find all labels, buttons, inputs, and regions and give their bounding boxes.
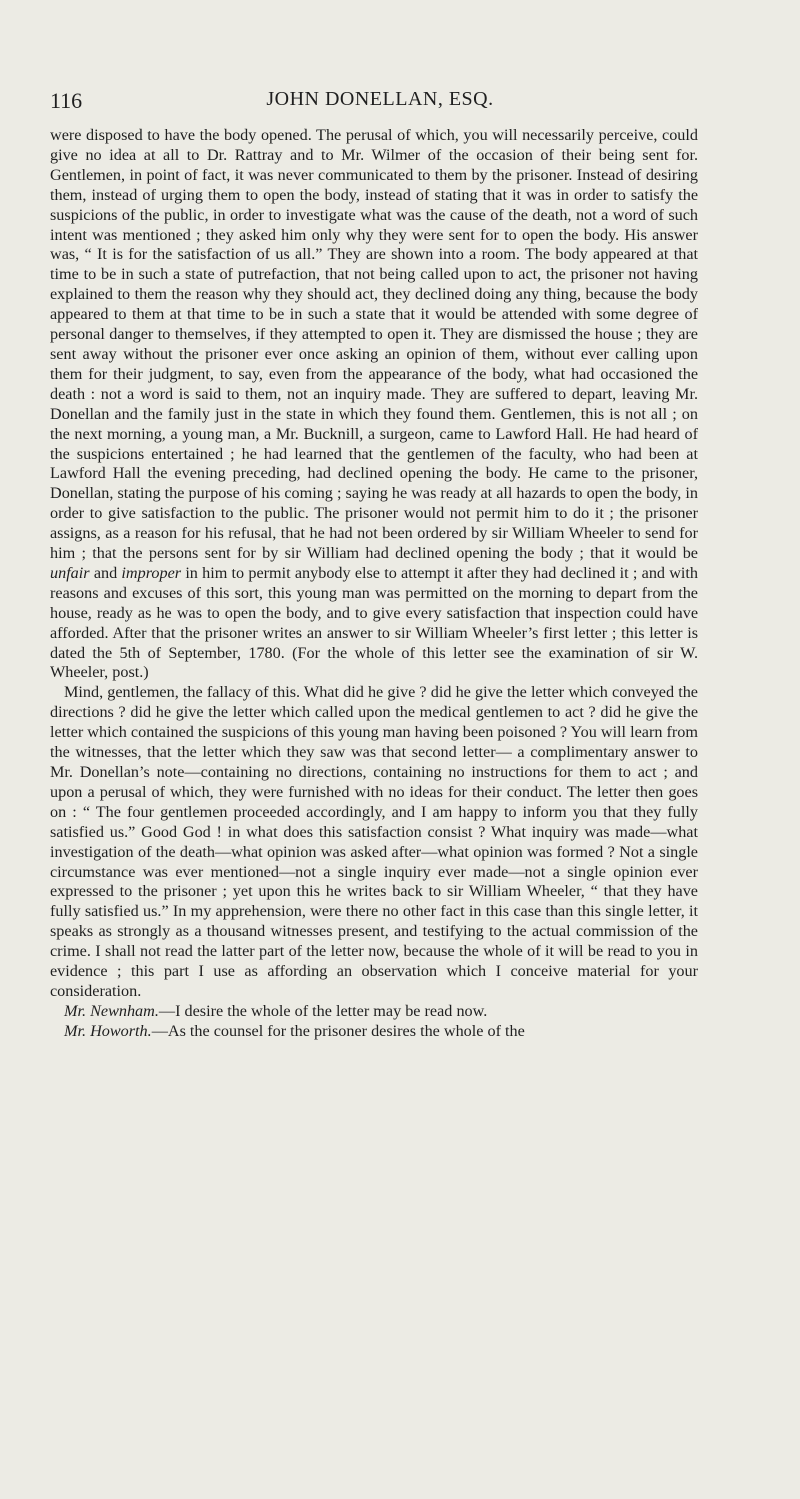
speech-newnham xyxy=(50,1002,698,1022)
page-header xyxy=(50,88,710,116)
paragraph-1-mid: and xyxy=(93,563,118,582)
page-body xyxy=(50,126,698,1042)
paragraph-1-text: were disposed to have the body opened. The perusal of which, you will necessarily perceive, could give no idea at all to Dr. Rattray and to Mr. Wilmer of the occasion of their being sent for. Gentlemen, in point of fact, it was never communicated to them by the prisoner. Instead of desiring them, instead of urging them to open the body, instead of stating that it was in order to satisfy the suspicions of the public, in order to investigate what was the cause of the death, not a word of such intent was mentioned ; they asked him only why they were sent for to open the body. His answer was, “ It is for the satisfaction of us all.” They are shown into a room. The body appeared at that time to be in such a state of putrefaction, that not being called upon to act, the prisoner not having explained to them the reason why they should act, they declined doing any thing, because the body appeared to them at that time to be in such a state that it would be attended with some degree of personal danger to themselves, if they attempted to open it. They are dismissed the house ; they are sent away without the prisoner ever once asking an opinion of them, without ever calling upon them for their judgment, to say, even from the appearance of the body, what had occasioned the death : not a word is said to them, not an inquiry made. They are suffered to depart, leaving Mr. Donellan and the family just in the state in which they found them. Gentlemen, this is not all ; on the next morning, a young man, a Mr. Bucknill, a surgeon, came to Lawford Hall. He had heard of the suspicions entertained ; he had learned that the gentlemen of the faculty, who had been at Lawford Hall the evening preceding, had declined opening the body. He came to the prisoner, Donellan, stating the purpose of his coming ; saying he was ready at all hazards to open the body, in order to give satisfaction to the public. The prisoner would not permit him to do it ; the prisoner assigns, as a reason for his refusal, that he had not been ordered by sir William Wheeler to send for him ; that the persons sent for by sir William had declined opening the body ; that it would be xyxy=(50,126,698,563)
emphasis-improper: improper xyxy=(121,563,182,582)
page-number: 116 xyxy=(50,88,83,113)
paragraph-1-tail: in him to permit anybody else to attempt it after they had declined it ; and with reasons and excuses of this sort, this young man was permitted on the morning to depart from the house, ready as he was to open the body, and to give every satisfaction that inspection could have afforded. After that the prisoner writes an answer to sir William Wheeler’s first letter ; this letter is dated the 5th of September, 1780. (For the whole of this letter see the examination of sir W. Wheeler, post.) xyxy=(50,563,699,682)
speaker-newnham: Mr. Newnham. xyxy=(64,1001,159,1020)
paragraph-2: Mind, gentlemen, the fallacy of this. What did he give ? did he give the letter which conveyed the directions ? did he give the letter which called upon the medical gentlemen to act ? did he give the letter which contained the suspicions of this young man having been poisoned ? You will learn from the witnesses, that the letter which they saw was that second letter— a complimentary answer to Mr. Donellan’s note—containing no directions, containing no instructions for them to act ; and upon a perusal of which, they were furnished with no ideas for their conduct. The letter then goes on : “ The four gentlemen proceeded accordingly, and I am happy to inform you that they fully satisfied us.” Good God ! in what does this satisfaction consist ? What inquiry was made—what investigation of the death—what opinion was asked after—what opinion was formed ? Not a single circumstance was ever mentioned—not a single inquiry ever made—not a single opinion ever expressed to the prisoner ; yet upon this he writes back to sir William Wheeler, “ that they have fully satisfied us.” In my apprehension, were there no other fact in this case than this single letter, it speaks as strongly as a thousand witnesses present, and testifying to the actual commission of the crime. I shall not read the latter part of the letter now, because the whole of it will be read to you in evidence ; this part I use as affording an observation which I conceive material for your consideration. xyxy=(50,683,698,1000)
speech-howorth-text: —As the counsel for the prisoner desires the whole of the xyxy=(151,1021,525,1040)
emphasis-unfair: unfair xyxy=(50,563,90,582)
speech-howorth xyxy=(50,1022,698,1042)
running-head: JOHN DONELLAN, ESQ. xyxy=(266,88,494,110)
speaker-howorth: Mr. Howorth. xyxy=(64,1021,152,1040)
paragraph-1 xyxy=(50,126,698,683)
speech-newnham-text: —I desire the whole of the letter may be read now. xyxy=(158,1001,488,1020)
